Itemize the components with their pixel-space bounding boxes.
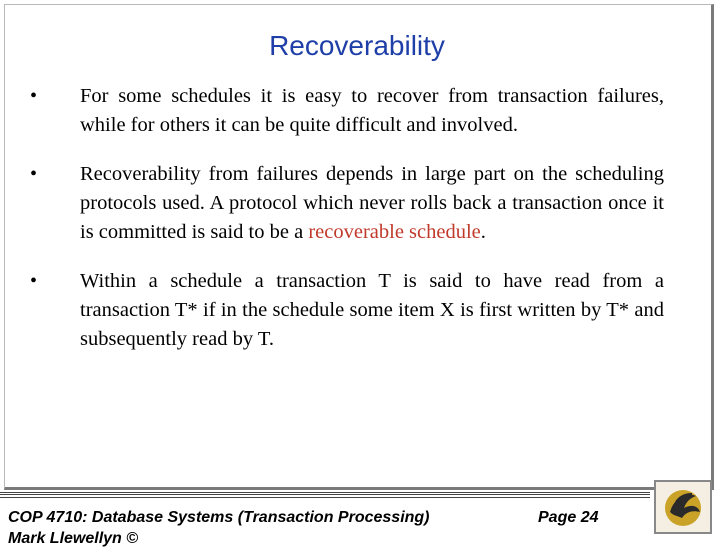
- footer-author: Mark Llewellyn ©: [8, 530, 139, 547]
- pegasus-icon: [656, 482, 710, 532]
- bullet-icon: •: [30, 270, 38, 292]
- bullet-text: Within a schedule a transaction T is said to have read from a transaction T* if in the schedule some item X is first written by T* and subsequently read by T.: [80, 270, 664, 350]
- university-pegasus-logo-icon: [654, 480, 712, 534]
- bullet-text-part: Recoverability from failures depends in large part on the scheduling protocols used. A protocol which never rolls back a transaction once it is committed is said to be a: [80, 163, 664, 243]
- bullet-item: [0, 267, 720, 354]
- bullet-item: [0, 160, 720, 247]
- bullet-text: [80, 160, 664, 247]
- footer-divider: [0, 492, 650, 495]
- slide-footer: [0, 492, 720, 547]
- footer-divider: [0, 497, 650, 498]
- bullet-icon: •: [30, 163, 38, 185]
- footer-course-title: COP 4710: Database Systems (Transaction Processing): [8, 509, 430, 526]
- bullet-icon: •: [30, 85, 38, 107]
- footer-page-number: Page 24: [538, 509, 599, 526]
- bullet-list: [0, 82, 720, 354]
- bullet-text: For some schedules it is easy to recover from transaction failures, while for others it can be quite difficult and involved.: [80, 85, 664, 136]
- highlight-term: recoverable schedule: [308, 221, 481, 243]
- bullet-text-part: .: [480, 221, 486, 243]
- bullet-item: [0, 82, 720, 140]
- slide-title: Recoverability: [269, 30, 445, 61]
